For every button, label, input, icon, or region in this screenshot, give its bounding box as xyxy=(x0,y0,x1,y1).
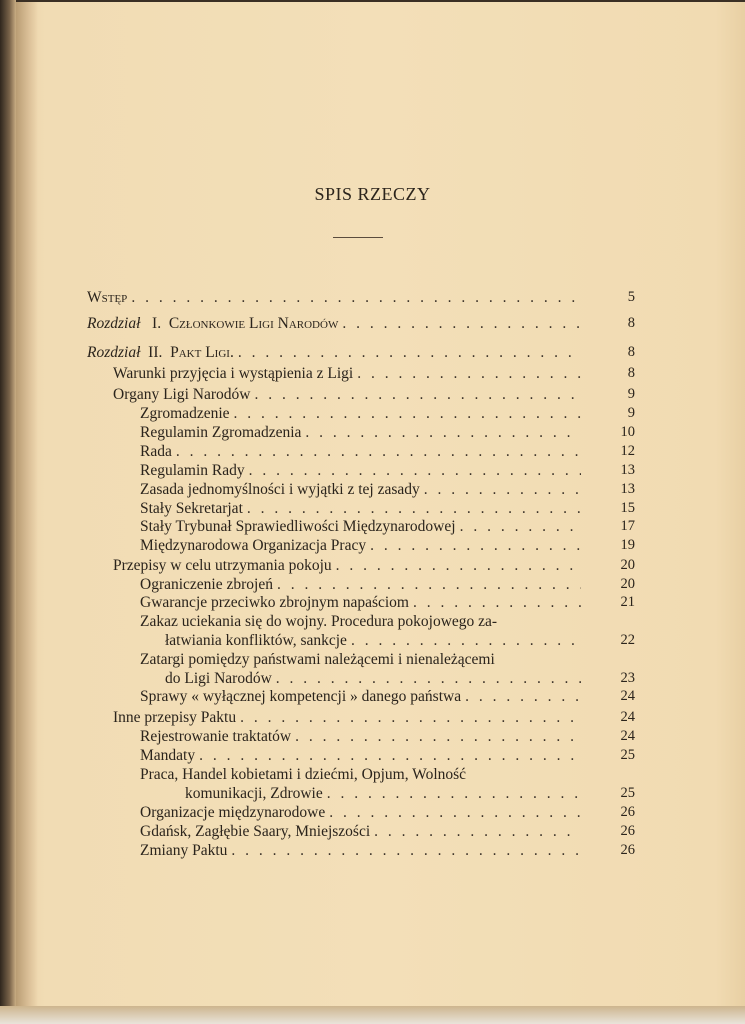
toc-entry-title: Gdańsk, Zagłębie Saary, Mniejszości xyxy=(140,823,371,840)
leader-dots xyxy=(295,727,581,746)
leader-dots xyxy=(249,461,581,480)
leader-dots xyxy=(247,499,581,518)
toc-entry-line1: Praca, Handel kobietami i dziećmi, Opjum, Wolność xyxy=(140,766,467,783)
toc-page-number: 5 xyxy=(627,289,635,305)
leader-dots xyxy=(131,288,581,307)
toc-page-number: 24 xyxy=(620,709,635,725)
page-bottom-edge xyxy=(0,1006,745,1024)
toc-entry-title-cont: komunikacji, Zdrowie xyxy=(185,785,323,802)
toc-entry-title: Zasada jednomyślności i wyjątki z tej zasady xyxy=(140,481,420,498)
toc-entry xyxy=(140,517,635,536)
toc-page-number: 19 xyxy=(620,537,635,553)
toc-page-number: 20 xyxy=(620,576,635,592)
leader-dots xyxy=(460,517,581,536)
toc-entry-title: Zmiany Paktu xyxy=(140,842,228,859)
toc-entry-title: Inne przepisy Paktu xyxy=(113,709,237,726)
toc-entry xyxy=(87,343,635,362)
toc-entry xyxy=(165,669,635,688)
toc-entry-title: Rada xyxy=(140,443,172,460)
toc-entry-title: Organy Ligi Narodów xyxy=(113,386,251,403)
leader-dots xyxy=(351,631,581,650)
toc-entry-title: Stały Trybunał Sprawiedliwości Międzynarodowej xyxy=(140,518,456,535)
leader-dots xyxy=(327,784,581,803)
toc-page-number: 24 xyxy=(620,728,635,744)
toc-entry-title xyxy=(87,314,338,333)
toc-page-number: 8 xyxy=(627,365,635,381)
toc-entry-title xyxy=(87,343,234,362)
toc-entry xyxy=(140,499,635,518)
toc-page-number: 10 xyxy=(620,424,635,440)
toc-entry xyxy=(87,314,635,333)
toc-entry xyxy=(140,536,635,555)
toc-entry xyxy=(113,556,635,575)
toc-entry-title: Międzynarodowa Organizacja Pracy xyxy=(140,537,367,554)
toc-entry xyxy=(113,385,635,404)
toc-page-number: 23 xyxy=(620,670,635,686)
leader-dots xyxy=(357,364,581,383)
toc-entry-title: Ograniczenie zbrojeń xyxy=(140,576,273,593)
toc-entry-line1: Zatargi pomiędzy państwami należącemi i nienależącemi xyxy=(140,651,495,668)
leader-dots xyxy=(254,385,581,404)
leader-dots xyxy=(231,841,581,860)
toc-entry-title: Zgromadzenie xyxy=(140,405,230,422)
chapter-number: II. xyxy=(148,344,163,361)
toc-page-number: 20 xyxy=(620,557,635,573)
toc-page-number: 9 xyxy=(627,386,635,402)
chapter-prefix: Rozdział xyxy=(87,344,141,361)
toc-entry-title: Przepisy w celu utrzymania pokoju xyxy=(113,557,332,574)
toc-entry-title: Regulamin Rady xyxy=(140,462,245,479)
toc-entry xyxy=(140,480,635,499)
leader-dots xyxy=(234,404,581,423)
chapter-number: I. xyxy=(152,315,162,332)
page-gutter-shadow xyxy=(16,2,38,1006)
toc-page-number: 24 xyxy=(620,688,635,704)
toc-entry-title: Gwarancje przeciwko zbrojnym napaściom xyxy=(140,594,409,611)
leader-dots xyxy=(199,746,581,765)
toc-entry xyxy=(140,746,635,765)
leader-dots xyxy=(336,556,581,575)
toc-entry-title: Warunki przyjęcia i wystąpienia z Ligi xyxy=(113,365,354,382)
toc-entry-line1: Zakaz uciekania się do wojny. Procedura pokojowego za- xyxy=(140,613,498,630)
page-title: SPIS RZECZY xyxy=(314,184,431,204)
toc-entry xyxy=(140,575,635,594)
toc-page-number: 17 xyxy=(620,518,635,534)
title-rule xyxy=(333,237,383,238)
chapter-title: Pakt Ligi. xyxy=(170,344,234,361)
leader-dots xyxy=(342,314,581,333)
toc-entry-title-cont: łatwiania konfliktów, sankcje xyxy=(165,632,347,649)
toc-page-number: 13 xyxy=(620,462,635,478)
toc-page-number: 25 xyxy=(620,747,635,763)
leader-dots xyxy=(424,480,581,499)
toc-page-number: 15 xyxy=(620,500,635,516)
toc-entry xyxy=(113,708,635,727)
toc-entry xyxy=(140,841,635,860)
leader-dots xyxy=(176,442,581,461)
toc-entry xyxy=(140,687,635,706)
chapter-title: Członkowie Ligi Narodów xyxy=(168,315,339,332)
leader-dots xyxy=(305,423,581,442)
toc-entry xyxy=(140,461,635,480)
toc-entry xyxy=(140,803,635,822)
toc-entry-title: Wstęp xyxy=(87,289,128,306)
leader-dots xyxy=(370,536,581,555)
leader-dots xyxy=(374,822,581,841)
leader-dots xyxy=(240,708,581,727)
toc-page-number: 26 xyxy=(620,804,635,820)
toc-entry xyxy=(140,423,635,442)
toc-entry-title: Rejestrowanie traktatów xyxy=(140,728,292,745)
toc-entry-title: Regulamin Zgromadzenia xyxy=(140,424,302,441)
toc-entry xyxy=(140,822,635,841)
leader-dots xyxy=(238,343,581,362)
toc-entry-title: Mandaty xyxy=(140,747,196,764)
leader-dots xyxy=(276,669,581,688)
toc-entry xyxy=(140,442,635,461)
toc-page-number: 8 xyxy=(627,315,635,331)
book-binding-edge xyxy=(0,0,16,1024)
chapter-prefix: Rozdział xyxy=(87,315,141,332)
toc-page-number: 26 xyxy=(620,823,635,839)
toc-entry xyxy=(140,727,635,746)
toc-entry-title-cont: do Ligi Narodów xyxy=(165,670,272,687)
toc-entry xyxy=(140,593,635,612)
toc-entry xyxy=(113,364,635,383)
toc-entry xyxy=(140,404,635,423)
toc-entry-title: Sprawy « wyłącznej kompetencji » danego państwa xyxy=(140,688,462,705)
toc-page-number: 22 xyxy=(620,632,635,648)
toc-entry xyxy=(165,631,635,650)
toc-page-number: 26 xyxy=(620,842,635,858)
toc-page-number: 12 xyxy=(620,443,635,459)
toc-page-number: 9 xyxy=(627,405,635,421)
leader-dots xyxy=(465,687,581,706)
toc-entry xyxy=(185,784,635,803)
toc-page-number: 8 xyxy=(627,344,635,360)
toc-entry-title: Stały Sekretarjat xyxy=(140,500,243,517)
toc-page-number: 25 xyxy=(620,785,635,801)
toc-entry-title: Organizacje międzynarodowe xyxy=(140,804,326,821)
leader-dots xyxy=(413,593,581,612)
toc-entry xyxy=(87,288,635,307)
toc-page-number: 21 xyxy=(620,594,635,610)
leader-dots xyxy=(277,575,581,594)
toc-page-number: 13 xyxy=(620,481,635,497)
leader-dots xyxy=(329,803,581,822)
